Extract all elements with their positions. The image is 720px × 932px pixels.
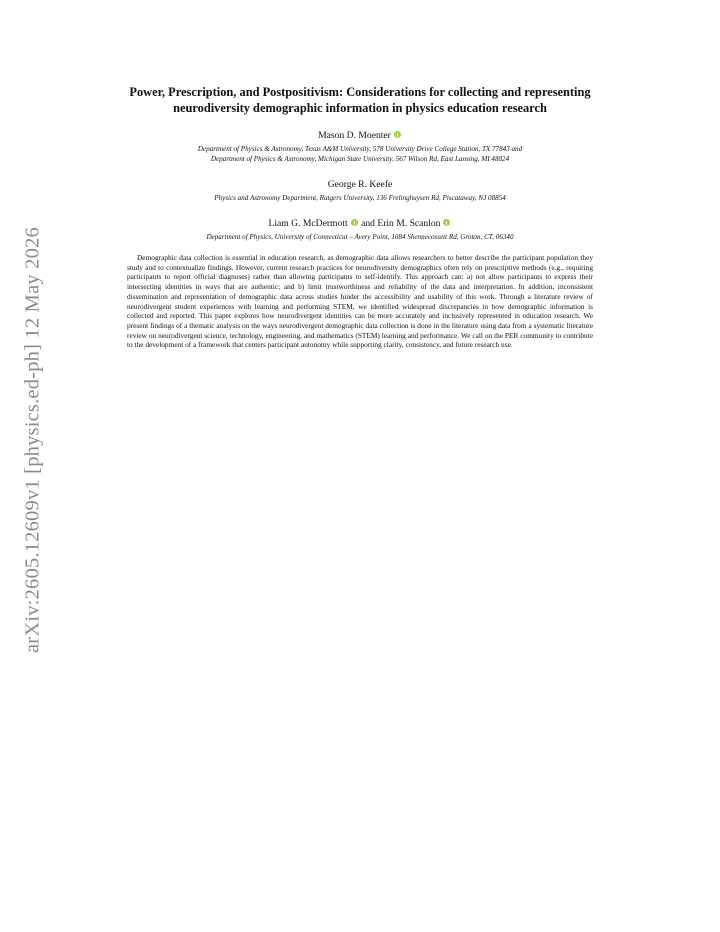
author-name-text: Erin M. Scanlon [377, 218, 441, 229]
author-name-text: Liam G. McDermott [268, 218, 348, 229]
author-name [96, 130, 624, 142]
title-line-2: neurodiversity demographic information in physics education research [173, 101, 547, 115]
arxiv-identifier-stamp [18, 220, 48, 660]
author-name-text: Mason D. Moenter [318, 130, 391, 141]
author-block-1 [96, 130, 624, 164]
author-name: George R. Keefe [327, 179, 393, 190]
affiliation: Department of Physics, University of Connecticut – Avery Point, 1084 Shennecossett Rd, Groton, CT, 06340 [206, 233, 514, 241]
orcid-icon[interactable] [443, 219, 450, 226]
paper-title [96, 84, 624, 116]
affiliation: Physics and Astronomy Department, Rutgers University, 136 Frelinghuysen Rd, Piscataway, NJ 08854 [214, 194, 506, 202]
paper-first-page [96, 84, 624, 350]
affiliation: Department of Physics & Astronomy, Michigan State University, 567 Wilson Rd, East Lansing, MI 48824 [210, 155, 510, 163]
abstract: Demographic data collection is essential in education research, as demographic data allows researchers to better describe the participant population they study and to contextualize findings. However, current research practices for neurodiversity demographics often rely on prescriptive methods (e.g., requiring participants to report official diagnoses) rather than allowing participants to self-identify. This approach can: a) not allow participants to express their intersecting identities in ways that are authentic; and b) limit trustworthiness and reliability of the data and interpretation. In addition, inconsistent dissemination and representation of demographic data across studies hinder the accessibility and usability of this work. Through a literature review of neurodivergent student experiences with learning and performing STEM, we identified widespread discrepancies in how demographic information is collected and reported. This paper explores how neurodivergent identities can be more accurately and inclusively represented in education research. We present findings of a thematic analysis on the ways neurodivergent demographic data collection is done in the literature using data from a systematic literature review on neurodivergent science, technology, engineering, and mathematics (STEM) learning and performance. We call on the PER community to contribute to the development of a framework that centers participant autonomy while supporting clarity, consistency, and future research use. [127, 253, 593, 350]
orcid-icon[interactable] [394, 131, 401, 138]
title-line-1: Power, Prescription, and Postpositivism: Considerations for collecting and representing [129, 85, 591, 99]
author-block-2 [96, 179, 624, 203]
author-name [96, 218, 624, 230]
affiliation: Department of Physics & Astronomy, Texas A&M University, 578 University Drive College Station, TX 77843 and [197, 145, 523, 153]
author-join-text: and [361, 218, 375, 229]
author-block-3 [96, 218, 624, 242]
orcid-icon[interactable] [351, 219, 358, 226]
arxiv-identifier-text: arXiv:2605.12609v1 [physics.ed-ph] 12 May 2026 [21, 227, 44, 653]
